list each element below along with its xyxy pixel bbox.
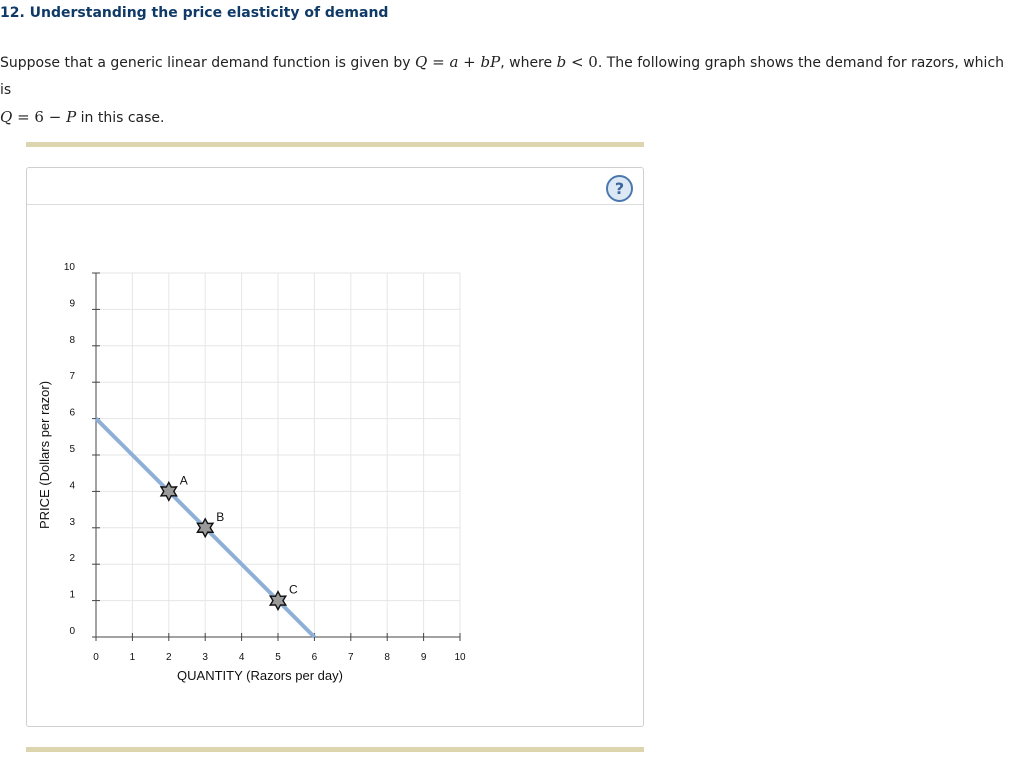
x-tick-label: 8 — [384, 652, 390, 663]
x-tick-label: 1 — [129, 652, 136, 663]
question-text-part: , where — [500, 55, 557, 71]
top-divider — [26, 142, 644, 147]
math-plus: + — [458, 53, 481, 71]
x-tick-label: 7 — [348, 652, 354, 663]
question-title: 12. Understanding the price elasticity of demand — [0, 5, 389, 21]
x-tick-label: 4 — [238, 652, 245, 663]
x-tick-label: 10 — [454, 652, 466, 663]
math-p: P — [66, 108, 77, 126]
math-equals: = — [427, 53, 450, 71]
y-tick-label: 5 — [69, 444, 75, 455]
y-tick-label: 4 — [69, 480, 75, 492]
math-equation-rhs: = 6 − — [12, 108, 67, 126]
x-axis-label: QUANTITY (Razors per day) — [177, 668, 343, 683]
x-tick-label: 3 — [202, 652, 208, 663]
chart-points[interactable] — [161, 473, 298, 609]
y-tick-label: 3 — [69, 516, 75, 528]
chart-grid — [96, 273, 460, 637]
question-text-part: Suppose that a generic linear demand function is given by — [0, 55, 416, 71]
y-tick-label: 9 — [69, 298, 75, 310]
x-tick-label: 2 — [166, 652, 172, 663]
math-q: Q — [415, 53, 428, 71]
question-text-part: . The following graph shows the demand for razors, which is — [0, 55, 1005, 98]
y-tick-label: 6 — [69, 407, 75, 419]
chart-tick-labels — [64, 262, 466, 663]
bottom-divider — [26, 747, 644, 752]
question-text — [0, 49, 1015, 132]
question-mark-icon: ? — [614, 179, 625, 198]
y-tick-label: 2 — [69, 553, 75, 565]
point-b-label: B — [216, 509, 225, 524]
y-tick-label: 10 — [63, 262, 75, 273]
math-bp: bP — [480, 53, 501, 71]
x-tick-label: 9 — [420, 652, 427, 663]
chart-axes — [92, 273, 460, 641]
demand-chart — [27, 168, 643, 726]
math-a: a — [449, 53, 459, 71]
x-tick-label: 0 — [93, 652, 99, 663]
x-tick-label: 5 — [275, 652, 281, 663]
graph-panel — [26, 167, 644, 727]
y-tick-label: 8 — [69, 334, 75, 346]
math-b: b — [556, 53, 567, 71]
question-text-part: in this case. — [76, 110, 165, 126]
y-tick-label: 1 — [69, 589, 75, 601]
math-q: Q — [0, 108, 13, 126]
math-less-than-zero: < 0 — [566, 53, 598, 71]
y-tick-label: 0 — [69, 626, 75, 637]
point-c-label: C — [289, 582, 298, 597]
x-tick-label: 6 — [311, 652, 318, 663]
point-a-label: A — [179, 473, 188, 488]
y-axis-label: PRICE (Dollars per razor) — [37, 380, 52, 530]
y-tick-label: 7 — [69, 371, 75, 383]
